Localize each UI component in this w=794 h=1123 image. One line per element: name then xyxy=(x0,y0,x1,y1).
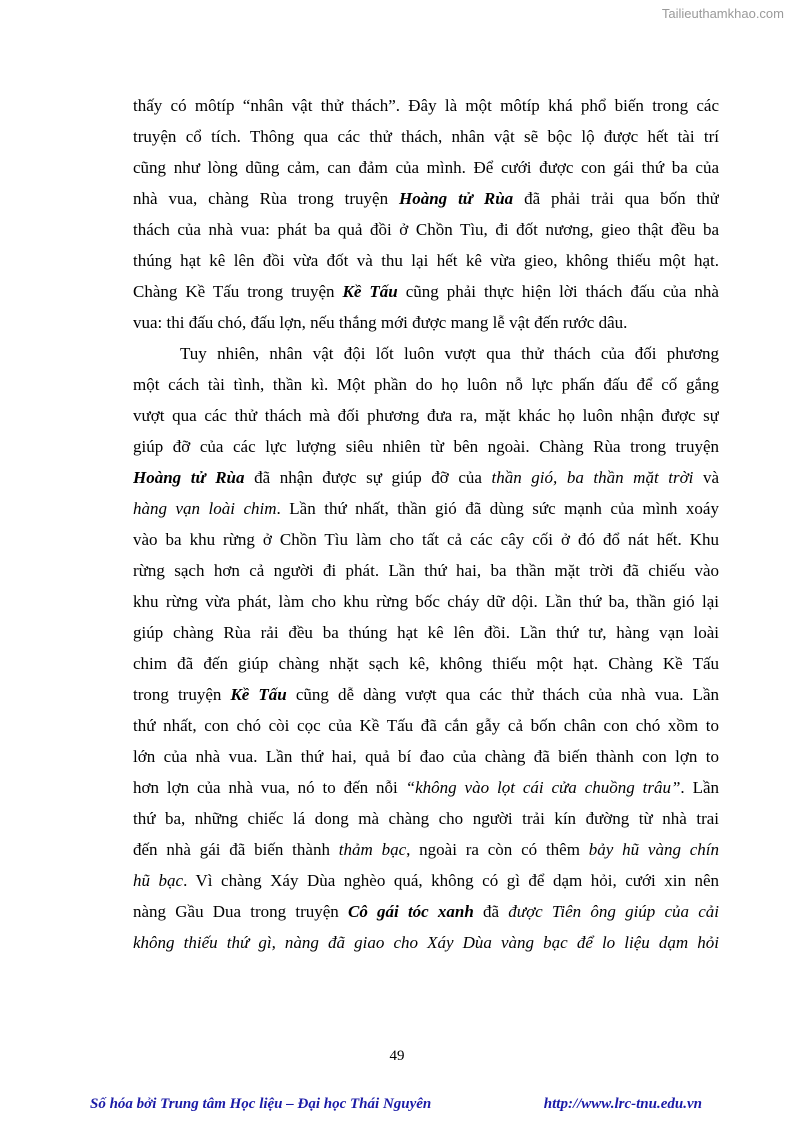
story-title: Hoàng tử Rùa xyxy=(399,189,514,208)
text-line: đến nhà gái đã biến thành thảm bạc, ngoài ra còn có thêm bảy hũ vàng chín xyxy=(133,840,719,859)
text-line: hơn lợn của nhà vua, nó to đến nỗi “không vào lọt cái cửa chuồng trâu”. Lần xyxy=(133,778,719,797)
text-line: cũng như lòng dũng cảm, can đảm của mình. Để cưới được con gái thứ ba của xyxy=(133,158,719,177)
italic-phrase: thảm bạc xyxy=(338,840,407,859)
page-body xyxy=(133,90,719,958)
text-line: lớn của nhà vua. Lần thứ hai, quả bí đao của chàng đã biến thành con lợn to xyxy=(133,747,719,766)
paragraph-1 xyxy=(133,90,719,338)
story-title: Kề Tấu xyxy=(342,282,398,301)
story-title: Kề Tấu xyxy=(230,685,287,704)
text-line: vượt qua các thử thách mà đối phương đưa ra, mặt khác họ luôn nhận được sự xyxy=(133,406,719,425)
text-line: không thiếu thứ gì, nàng đã giao cho Xáy Dùa vàng bạc để lo liệu dạm hỏi xyxy=(133,933,719,952)
text-line: vào ba khu rừng ở Chồn Tìu làm cho tất cả các cây cối ở đó đổ nát hết. Khu xyxy=(133,530,719,549)
page-number: 49 xyxy=(389,1048,405,1064)
text-line: truyện cổ tích. Thông qua các thử thách, nhân vật sẽ bộc lộ được hết tài trí xyxy=(133,127,719,146)
text-line: Hoàng tử Rùa đã nhận được sự giúp đỡ của thần gió, ba thần mặt trời và xyxy=(133,468,719,487)
italic-phrase: thần gió, ba thần mặt trời xyxy=(491,468,694,487)
quoted-phrase: “không vào lọt cái cửa chuồng trâu” xyxy=(405,778,681,797)
text-line: khu rừng vừa phát, làm cho khu rừng bốc cháy dữ dội. Lần thứ ba, thần gió lại xyxy=(133,592,719,611)
footer-credit: Số hóa bởi Trung tâm Học liệu – Đại học Thái Nguyên xyxy=(90,1096,432,1112)
text-line: rừng sạch hơn cả người đi phát. Lần thứ hai, ba thần mặt trời đã chiếu vào xyxy=(133,561,719,580)
text-line: giúp chàng Rùa rải đều ba thúng hạt kê lên đồi. Lần thứ tư, hàng vạn loài xyxy=(133,623,719,642)
text-line: trong truyện Kề Tấu cũng dễ dàng vượt qua các thử thách của nhà vua. Lần xyxy=(133,685,719,704)
text-line: Chàng Kề Tấu trong truyện Kề Tấu cũng phải thực hiện lời thách đấu của nhà xyxy=(133,282,719,301)
text-line: thúng hạt kê lên đồi vừa đốt và thu lại hết kê vừa gieo, không thiếu một hạt. xyxy=(133,251,719,270)
paragraph-2 xyxy=(133,338,719,958)
text-line: vua: thi đấu chó, đấu lợn, nếu thắng mới được mang lễ vật đến rước dâu. xyxy=(133,313,628,332)
text-line: nàng Gầu Dua trong truyện Cô gái tóc xanh đã được Tiên ông giúp của cải xyxy=(133,902,719,921)
text-line: một cách tài tình, thần kì. Một phần do họ luôn nỗ lực phấn đấu để cố gắng xyxy=(133,375,719,394)
italic-phrase: hàng vạn loài chim xyxy=(133,499,277,518)
footer-url: http://www.lrc-tnu.edu.vn xyxy=(543,1096,702,1112)
story-title: Cô gái tóc xanh xyxy=(348,902,474,921)
italic-phrase: được Tiên ông giúp của cải xyxy=(508,902,719,921)
text-line: hũ bạc. Vì chàng Xáy Dùa nghèo quá, không có gì để dạm hỏi, cưới xin nên xyxy=(133,871,719,890)
text-line: thứ ba, những chiếc lá dong mà chàng cho người trải kín đường từ nhà trai xyxy=(133,809,719,828)
text-line: giúp đỡ của các lực lượng siêu nhiên từ bên ngoài. Chàng Rùa trong truyện xyxy=(133,437,719,456)
text-line: chim đã đến giúp chàng nhặt sạch kê, không thiếu một hạt. Chàng Kề Tấu xyxy=(133,654,719,673)
text-line: thấy có môtíp “nhân vật thử thách”. Đây là một môtíp khá phổ biến trong các xyxy=(133,96,719,115)
watermark: Tailieuthamkhao.com xyxy=(661,6,784,21)
text-line: thách của nhà vua: phát ba quả đồi ở Chồn Tìu, đi đốt nương, gieo thật đều ba xyxy=(133,220,719,239)
italic-phrase: bảy hũ vàng chín xyxy=(588,840,719,859)
text-line: nhà vua, chàng Rùa trong truyện Hoàng tử Rùa đã phải trải qua bốn thử xyxy=(133,189,719,208)
text-line: thứ nhất, con chó còi cọc của Kề Tấu đã cắn gẫy cả bốn chân con chó xồm to xyxy=(133,716,719,735)
text-line: Tuy nhiên, nhân vật đội lốt luôn vượt qua thử thách của đối phương xyxy=(180,344,719,363)
text-line: hàng vạn loài chim. Lần thứ nhất, thần gió đã dùng sức mạnh của mình xoáy xyxy=(133,499,719,518)
story-title: Hoàng tử Rùa xyxy=(133,468,245,487)
italic-phrase: hũ bạc xyxy=(133,871,184,890)
